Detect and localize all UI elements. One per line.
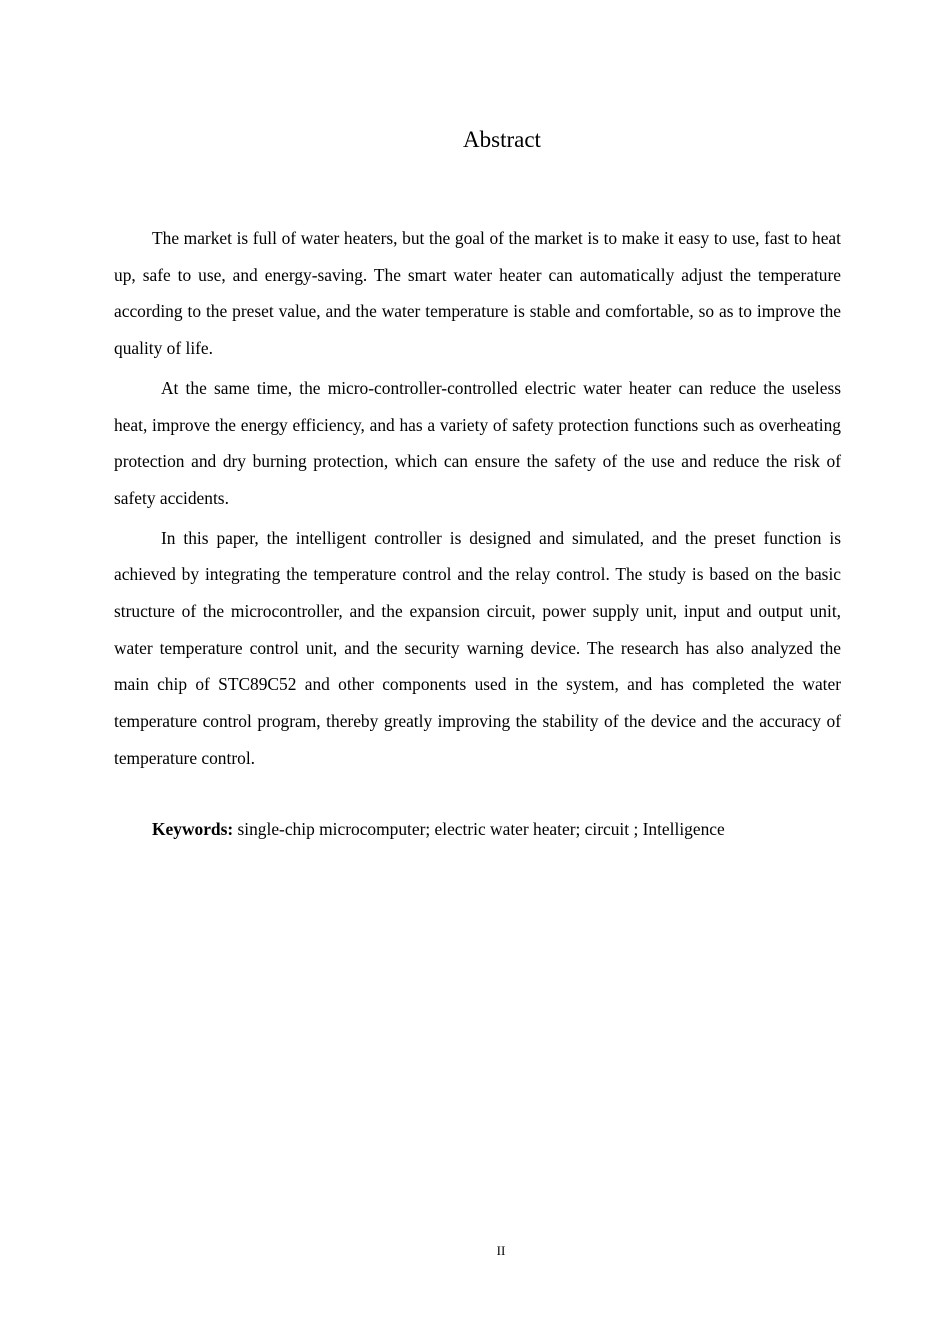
abstract-paragraph-3: In this paper, the intelligent controller is designed and simulated, and the preset function is achieved by integrating the temperature control and the relay control. The study is based on the basic structure of the microcontroller, and the expansion circuit, power supply unit, input and output unit, water temperature control unit, and the security warning device. The research has also analyzed the main chip of STC89C52 and other components used in the system, and has completed the water temperature control program, thereby greatly improving the stability of the device and the accuracy of temperature control. bbox=[114, 527, 841, 768]
keywords-label: Keywords: bbox=[152, 819, 234, 839]
page-number: II bbox=[496, 1243, 506, 1258]
abstract-paragraph-2: At the same time, the micro-controller-controlled electric water heater can reduce the useless heat, improve the energy efficiency, and has a variety of safety protection functions such as overheating protection and dry burning protection, which can ensure the safety of the use and reduce the risk of safety accidents. bbox=[114, 377, 841, 508]
keywords-text: single-chip microcomputer; electric water heater; circuit ; Intelligence bbox=[233, 819, 725, 839]
page-title: Abstract bbox=[463, 127, 541, 152]
keywords-line bbox=[152, 814, 725, 844]
abstract-paragraph-1: The market is full of water heaters, but the goal of the market is to make it easy to use, fast to heat up, safe to use, and energy-saving. The smart water heater can automatically adjust the temperature according to the preset value, and the water temperature is stable and comfortable, so as to improve the quality of life. bbox=[114, 228, 841, 359]
abstract-body bbox=[114, 220, 841, 780]
